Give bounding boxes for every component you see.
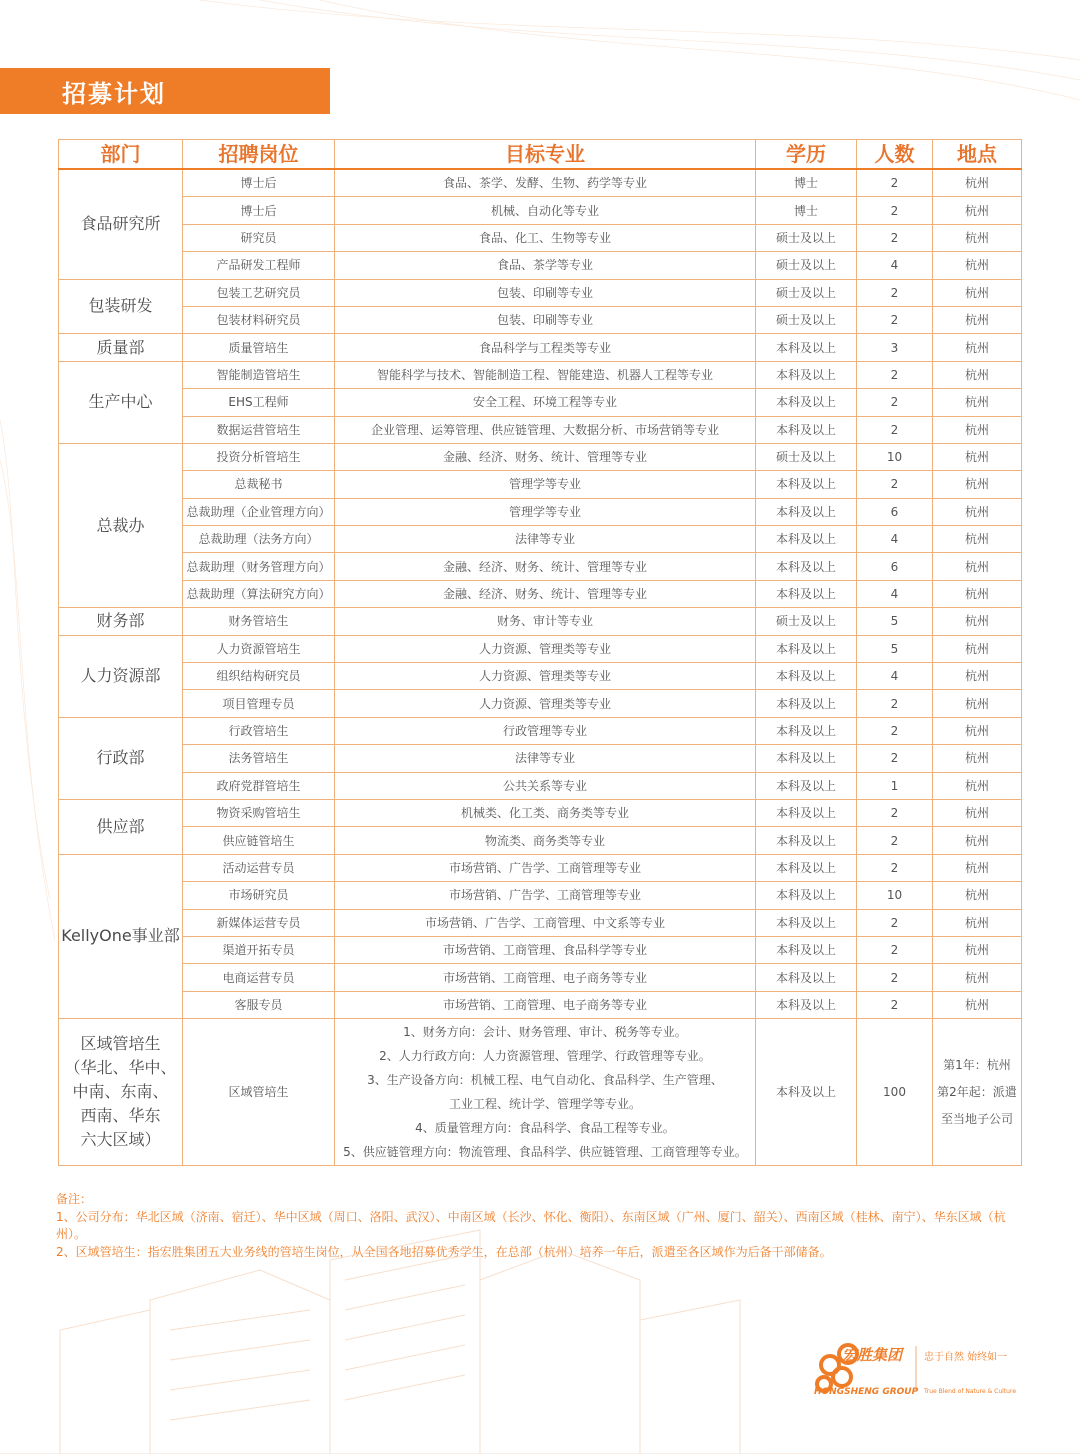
cell-department: 包装研发 bbox=[59, 279, 183, 334]
table-row bbox=[59, 909, 1022, 936]
cell-education: 本科及以上 bbox=[756, 827, 857, 854]
cell-education: 本科及以上 bbox=[756, 361, 857, 388]
cell-count: 2 bbox=[857, 306, 933, 333]
section-title: 招募计划 bbox=[62, 80, 166, 108]
cell-position: 财务管培生 bbox=[183, 608, 335, 635]
cell-department: 行政部 bbox=[59, 717, 183, 799]
cell-count: 4 bbox=[857, 252, 933, 279]
cell-major: 物流类、商务类等专业 bbox=[335, 827, 756, 854]
table-row bbox=[59, 252, 1022, 279]
cell-location: 杭州 bbox=[933, 471, 1022, 498]
cell-major: 市场营销、广告学、工商管理等专业 bbox=[335, 882, 756, 909]
cell-education: 本科及以上 bbox=[756, 389, 857, 416]
cell-position: 总裁助理（算法研究方向） bbox=[183, 580, 335, 607]
table-row bbox=[59, 443, 1022, 470]
cell-department-line: 西南、华东 bbox=[80, 1106, 161, 1126]
cell-location: 杭州 bbox=[933, 854, 1022, 881]
cell-count: 4 bbox=[857, 580, 933, 607]
cell-count: 2 bbox=[857, 745, 933, 772]
cell-education: 本科及以上 bbox=[756, 964, 857, 991]
cell-location-line: 第1年：杭州 bbox=[943, 1057, 1011, 1072]
cell-location: 杭州 bbox=[933, 334, 1022, 361]
cell-count: 2 bbox=[857, 991, 933, 1018]
notes bbox=[56, 1191, 1031, 1261]
table-row bbox=[59, 608, 1022, 635]
cell-major: 公共关系等专业 bbox=[335, 772, 756, 799]
cell-count: 5 bbox=[857, 635, 933, 662]
cell-location: 杭州 bbox=[933, 416, 1022, 443]
cell-count: 2 bbox=[857, 909, 933, 936]
cell-education: 本科及以上 bbox=[756, 717, 857, 744]
cell-education: 硕士及以上 bbox=[756, 279, 857, 306]
cell-education: 本科及以上 bbox=[756, 553, 857, 580]
cell-education: 本科及以上 bbox=[756, 882, 857, 909]
cell-major-line: 5、供应链管理方向：物流管理、食品科学、供应链管理、工商管理等专业。 bbox=[343, 1145, 747, 1160]
cell-major: 人力资源、管理类等专业 bbox=[335, 663, 756, 690]
cell-count: 2 bbox=[857, 827, 933, 854]
cell-major bbox=[335, 1019, 756, 1166]
cell-major: 市场营销、广告学、工商管理等专业 bbox=[335, 854, 756, 881]
table-row bbox=[59, 854, 1022, 881]
cell-position: 研究员 bbox=[183, 224, 335, 251]
cell-position: 市场研究员 bbox=[183, 882, 335, 909]
cell-education: 本科及以上 bbox=[756, 1019, 857, 1166]
cell-department: KellyOne事业部 bbox=[59, 854, 183, 1018]
cell-count: 2 bbox=[857, 224, 933, 251]
cell-count: 2 bbox=[857, 690, 933, 717]
cell-position: 活动运营专员 bbox=[183, 854, 335, 881]
cell-position: 总裁助理（财务管理方向） bbox=[183, 553, 335, 580]
cell-position: 人力资源管培生 bbox=[183, 635, 335, 662]
cell-position: 博士后 bbox=[183, 169, 335, 197]
cell-major-line: 1、财务方向：会计、财务管理、审计、税务等专业。 bbox=[403, 1025, 687, 1040]
cell-position: 新媒体运营专员 bbox=[183, 909, 335, 936]
cell-location: 杭州 bbox=[933, 964, 1022, 991]
cell-major: 安全工程、环境工程等专业 bbox=[335, 389, 756, 416]
cell-education: 本科及以上 bbox=[756, 416, 857, 443]
cell-major: 行政管理等专业 bbox=[335, 717, 756, 744]
cell-count: 2 bbox=[857, 169, 933, 197]
cell-department bbox=[59, 1019, 183, 1166]
cell-education: 本科及以上 bbox=[756, 772, 857, 799]
cell-location: 杭州 bbox=[933, 991, 1022, 1018]
cell-count: 2 bbox=[857, 279, 933, 306]
cell-position: 包装材料研究员 bbox=[183, 306, 335, 333]
cell-count: 2 bbox=[857, 361, 933, 388]
cell-department-line: 六大区域） bbox=[80, 1130, 161, 1150]
cell-major: 法律等专业 bbox=[335, 745, 756, 772]
cell-location: 杭州 bbox=[933, 169, 1022, 197]
cell-count: 100 bbox=[857, 1019, 933, 1166]
cell-education: 硕士及以上 bbox=[756, 306, 857, 333]
cell-location: 杭州 bbox=[933, 663, 1022, 690]
cell-count: 2 bbox=[857, 964, 933, 991]
header-department: 部门 bbox=[59, 140, 183, 170]
cell-position: 包装工艺研究员 bbox=[183, 279, 335, 306]
cell-position: 组织结构研究员 bbox=[183, 663, 335, 690]
recruitment-table bbox=[58, 139, 1022, 1166]
cell-major-line: 工业工程、统计学、管理学等专业。 bbox=[448, 1097, 641, 1112]
table-row bbox=[59, 169, 1022, 197]
cell-department: 总裁办 bbox=[59, 443, 183, 607]
cell-department: 生产中心 bbox=[59, 361, 183, 443]
cell-education: 本科及以上 bbox=[756, 909, 857, 936]
cell-location-line: 第2年起：派遣 bbox=[937, 1084, 1017, 1099]
header-position: 招聘岗位 bbox=[183, 140, 335, 170]
cell-location: 杭州 bbox=[933, 306, 1022, 333]
cell-major: 机械类、化工类、商务类等专业 bbox=[335, 799, 756, 826]
cell-position: 法务管培生 bbox=[183, 745, 335, 772]
header-education: 学历 bbox=[756, 140, 857, 170]
cell-major: 食品、茶学等专业 bbox=[335, 252, 756, 279]
table-row bbox=[59, 882, 1022, 909]
cell-location: 杭州 bbox=[933, 827, 1022, 854]
cell-position: 投资分析管培生 bbox=[183, 443, 335, 470]
cell-position: 产品研发工程师 bbox=[183, 252, 335, 279]
cell-education: 本科及以上 bbox=[756, 936, 857, 963]
cell-location: 杭州 bbox=[933, 553, 1022, 580]
cell-position: 区域管培生 bbox=[183, 1019, 335, 1166]
cell-location: 杭州 bbox=[933, 772, 1022, 799]
table-row bbox=[59, 663, 1022, 690]
table-header-row bbox=[59, 140, 1022, 170]
cell-position: 总裁秘书 bbox=[183, 471, 335, 498]
cell-major: 食品、化工、生物等专业 bbox=[335, 224, 756, 251]
table-row bbox=[59, 498, 1022, 525]
table-row bbox=[59, 936, 1022, 963]
cell-location: 杭州 bbox=[933, 690, 1022, 717]
cell-position: 智能制造管培生 bbox=[183, 361, 335, 388]
cell-location: 杭州 bbox=[933, 936, 1022, 963]
cell-education: 硕士及以上 bbox=[756, 608, 857, 635]
cell-position: 博士后 bbox=[183, 197, 335, 224]
table-row bbox=[59, 306, 1022, 333]
cell-major-line: 2、人力行政方向：人力资源管理、管理学、行政管理等专业。 bbox=[379, 1049, 711, 1064]
cell-major: 市场营销、工商管理、食品科学等专业 bbox=[335, 936, 756, 963]
cell-department-line: （华北、华中、 bbox=[64, 1058, 177, 1078]
header-major: 目标专业 bbox=[335, 140, 756, 170]
header-location: 地点 bbox=[933, 140, 1022, 170]
cell-education: 博士 bbox=[756, 169, 857, 197]
table-row bbox=[59, 471, 1022, 498]
cell-education: 本科及以上 bbox=[756, 334, 857, 361]
section-banner bbox=[0, 68, 330, 114]
cell-count: 6 bbox=[857, 498, 933, 525]
cell-location: 杭州 bbox=[933, 608, 1022, 635]
cell-count: 4 bbox=[857, 526, 933, 553]
cell-major: 金融、经济、财务、统计、管理等专业 bbox=[335, 580, 756, 607]
cell-count: 2 bbox=[857, 471, 933, 498]
cell-location: 杭州 bbox=[933, 745, 1022, 772]
cell-location: 杭州 bbox=[933, 882, 1022, 909]
cell-count: 6 bbox=[857, 553, 933, 580]
cell-location: 杭州 bbox=[933, 498, 1022, 525]
cell-major: 食品、茶学、发酵、生物、药学等专业 bbox=[335, 169, 756, 197]
cell-location: 杭州 bbox=[933, 526, 1022, 553]
table-row bbox=[59, 717, 1022, 744]
cell-count: 2 bbox=[857, 717, 933, 744]
cell-major: 食品科学与工程类等专业 bbox=[335, 334, 756, 361]
cell-education: 本科及以上 bbox=[756, 690, 857, 717]
cell-count: 2 bbox=[857, 799, 933, 826]
cell-education: 硕士及以上 bbox=[756, 224, 857, 251]
cell-major: 管理学等专业 bbox=[335, 471, 756, 498]
cell-department: 质量部 bbox=[59, 334, 183, 361]
cell-location-line: 至当地子公司 bbox=[940, 1111, 1013, 1126]
table-row bbox=[59, 279, 1022, 306]
cell-education: 硕士及以上 bbox=[756, 443, 857, 470]
cell-location: 杭州 bbox=[933, 389, 1022, 416]
cell-education: 本科及以上 bbox=[756, 635, 857, 662]
logo-name-en: HONGSHENG GROUP bbox=[814, 1387, 919, 1397]
table-row bbox=[59, 827, 1022, 854]
table-row bbox=[59, 224, 1022, 251]
cell-position: 质量管培生 bbox=[183, 334, 335, 361]
cell-major: 包装、印刷等专业 bbox=[335, 279, 756, 306]
cell-education: 本科及以上 bbox=[756, 471, 857, 498]
cell-major: 人力资源、管理类等专业 bbox=[335, 635, 756, 662]
table-row bbox=[59, 772, 1022, 799]
table-row bbox=[59, 334, 1022, 361]
table-row bbox=[59, 526, 1022, 553]
table-row-regional bbox=[59, 1019, 1022, 1166]
cell-major: 智能科学与技术、智能制造工程、智能建造、机器人工程等专业 bbox=[335, 361, 756, 388]
cell-education: 本科及以上 bbox=[756, 526, 857, 553]
table-row bbox=[59, 964, 1022, 991]
cell-department-line: 区域管培生 bbox=[80, 1034, 161, 1054]
cell-count: 2 bbox=[857, 389, 933, 416]
note-1: 1、公司分布：华北区域（济南、宿迁）、华中区域（周口、洛阳、武汉）、中南区域（长沙、怀化、衡阳）、东南区域（广州、厦门、韶关）、西南区域（桂林、南宁）、华东区域（杭州）。 bbox=[56, 1209, 1006, 1241]
cell-department-line: 中南、东南、 bbox=[72, 1082, 169, 1102]
cell-education: 本科及以上 bbox=[756, 799, 857, 826]
cell-major: 包装、印刷等专业 bbox=[335, 306, 756, 333]
logo-slogan-en: True Blend of Nature & Culture bbox=[924, 1388, 1017, 1395]
table-row bbox=[59, 197, 1022, 224]
cell-location: 杭州 bbox=[933, 252, 1022, 279]
cell-education: 本科及以上 bbox=[756, 498, 857, 525]
cell-count: 2 bbox=[857, 416, 933, 443]
cell-location: 杭州 bbox=[933, 443, 1022, 470]
table-row bbox=[59, 416, 1022, 443]
cell-department: 供应部 bbox=[59, 799, 183, 854]
cell-position: EHS工程师 bbox=[183, 389, 335, 416]
cell-department: 食品研究所 bbox=[59, 169, 183, 279]
cell-education: 硕士及以上 bbox=[756, 252, 857, 279]
cell-location: 杭州 bbox=[933, 909, 1022, 936]
table-row bbox=[59, 991, 1022, 1018]
cell-count: 4 bbox=[857, 663, 933, 690]
cell-location: 杭州 bbox=[933, 580, 1022, 607]
cell-location: 杭州 bbox=[933, 224, 1022, 251]
cell-major: 市场营销、工商管理、电子商务等专业 bbox=[335, 991, 756, 1018]
cell-count: 5 bbox=[857, 608, 933, 635]
cell-major-line: 3、生产设备方向：机械工程、电气自动化、食品科学、生产管理、 bbox=[367, 1073, 723, 1088]
cell-count: 2 bbox=[857, 197, 933, 224]
logo-name-cn: 宏胜集团 bbox=[842, 1346, 903, 1364]
table-row bbox=[59, 361, 1022, 388]
cell-count: 10 bbox=[857, 882, 933, 909]
table-row bbox=[59, 690, 1022, 717]
cell-position: 总裁助理（法务方向） bbox=[183, 526, 335, 553]
cell-count: 10 bbox=[857, 443, 933, 470]
logo-slogan-cn: 忠于自然 始终如一 bbox=[924, 1352, 1008, 1363]
cell-education: 本科及以上 bbox=[756, 663, 857, 690]
cell-major: 企业管理、运筹管理、供应链管理、大数据分析、市场营销等专业 bbox=[335, 416, 756, 443]
cell-education: 本科及以上 bbox=[756, 580, 857, 607]
cell-major: 财务、审计等专业 bbox=[335, 608, 756, 635]
table-row bbox=[59, 799, 1022, 826]
table-row bbox=[59, 580, 1022, 607]
table-row bbox=[59, 635, 1022, 662]
cell-education: 本科及以上 bbox=[756, 854, 857, 881]
cell-education: 本科及以上 bbox=[756, 745, 857, 772]
cell-count: 1 bbox=[857, 772, 933, 799]
cell-major: 管理学等专业 bbox=[335, 498, 756, 525]
cell-position: 总裁助理（企业管理方向） bbox=[183, 498, 335, 525]
cell-position: 项目管理专员 bbox=[183, 690, 335, 717]
cell-major: 机械、自动化等专业 bbox=[335, 197, 756, 224]
cell-count: 3 bbox=[857, 334, 933, 361]
cell-position: 政府党群管培生 bbox=[183, 772, 335, 799]
cell-education: 博士 bbox=[756, 197, 857, 224]
notes-title: 备注： bbox=[56, 1192, 93, 1206]
cell-position: 供应链管培生 bbox=[183, 827, 335, 854]
note-2: 2、区域管培生：指宏胜集团五大业务线的管培生岗位，从全国各地招募优秀学生，在总部（杭州）培养一年后，派遣至各区域作为后备干部储备。 bbox=[56, 1244, 832, 1259]
cell-count: 2 bbox=[857, 936, 933, 963]
cell-location: 杭州 bbox=[933, 799, 1022, 826]
cell-location: 杭州 bbox=[933, 635, 1022, 662]
cell-department: 财务部 bbox=[59, 608, 183, 635]
table-row bbox=[59, 745, 1022, 772]
cell-count: 2 bbox=[857, 854, 933, 881]
cell-major: 金融、经济、财务、统计、管理等专业 bbox=[335, 553, 756, 580]
cell-major: 市场营销、广告学、工商管理、中文系等专业 bbox=[335, 909, 756, 936]
cell-department: 人力资源部 bbox=[59, 635, 183, 717]
cell-major: 人力资源、管理类等专业 bbox=[335, 690, 756, 717]
cell-position: 客服专员 bbox=[183, 991, 335, 1018]
cell-location bbox=[933, 1019, 1022, 1166]
table-row bbox=[59, 553, 1022, 580]
cell-location: 杭州 bbox=[933, 279, 1022, 306]
cell-major-line: 4、质量管理方向：食品科学、食品工程等专业。 bbox=[415, 1121, 675, 1136]
cell-position: 行政管培生 bbox=[183, 717, 335, 744]
cell-major: 法律等专业 bbox=[335, 526, 756, 553]
cell-location: 杭州 bbox=[933, 361, 1022, 388]
cell-position: 渠道开拓专员 bbox=[183, 936, 335, 963]
cell-position: 物资采购管培生 bbox=[183, 799, 335, 826]
cell-location: 杭州 bbox=[933, 197, 1022, 224]
table-row bbox=[59, 389, 1022, 416]
cell-location: 杭州 bbox=[933, 717, 1022, 744]
cell-major: 市场营销、工商管理、电子商务等专业 bbox=[335, 964, 756, 991]
cell-position: 电商运营专员 bbox=[183, 964, 335, 991]
cell-position: 数据运营管培生 bbox=[183, 416, 335, 443]
header-count: 人数 bbox=[857, 140, 933, 170]
cell-major: 金融、经济、财务、统计、管理等专业 bbox=[335, 443, 756, 470]
cell-education: 本科及以上 bbox=[756, 991, 857, 1018]
